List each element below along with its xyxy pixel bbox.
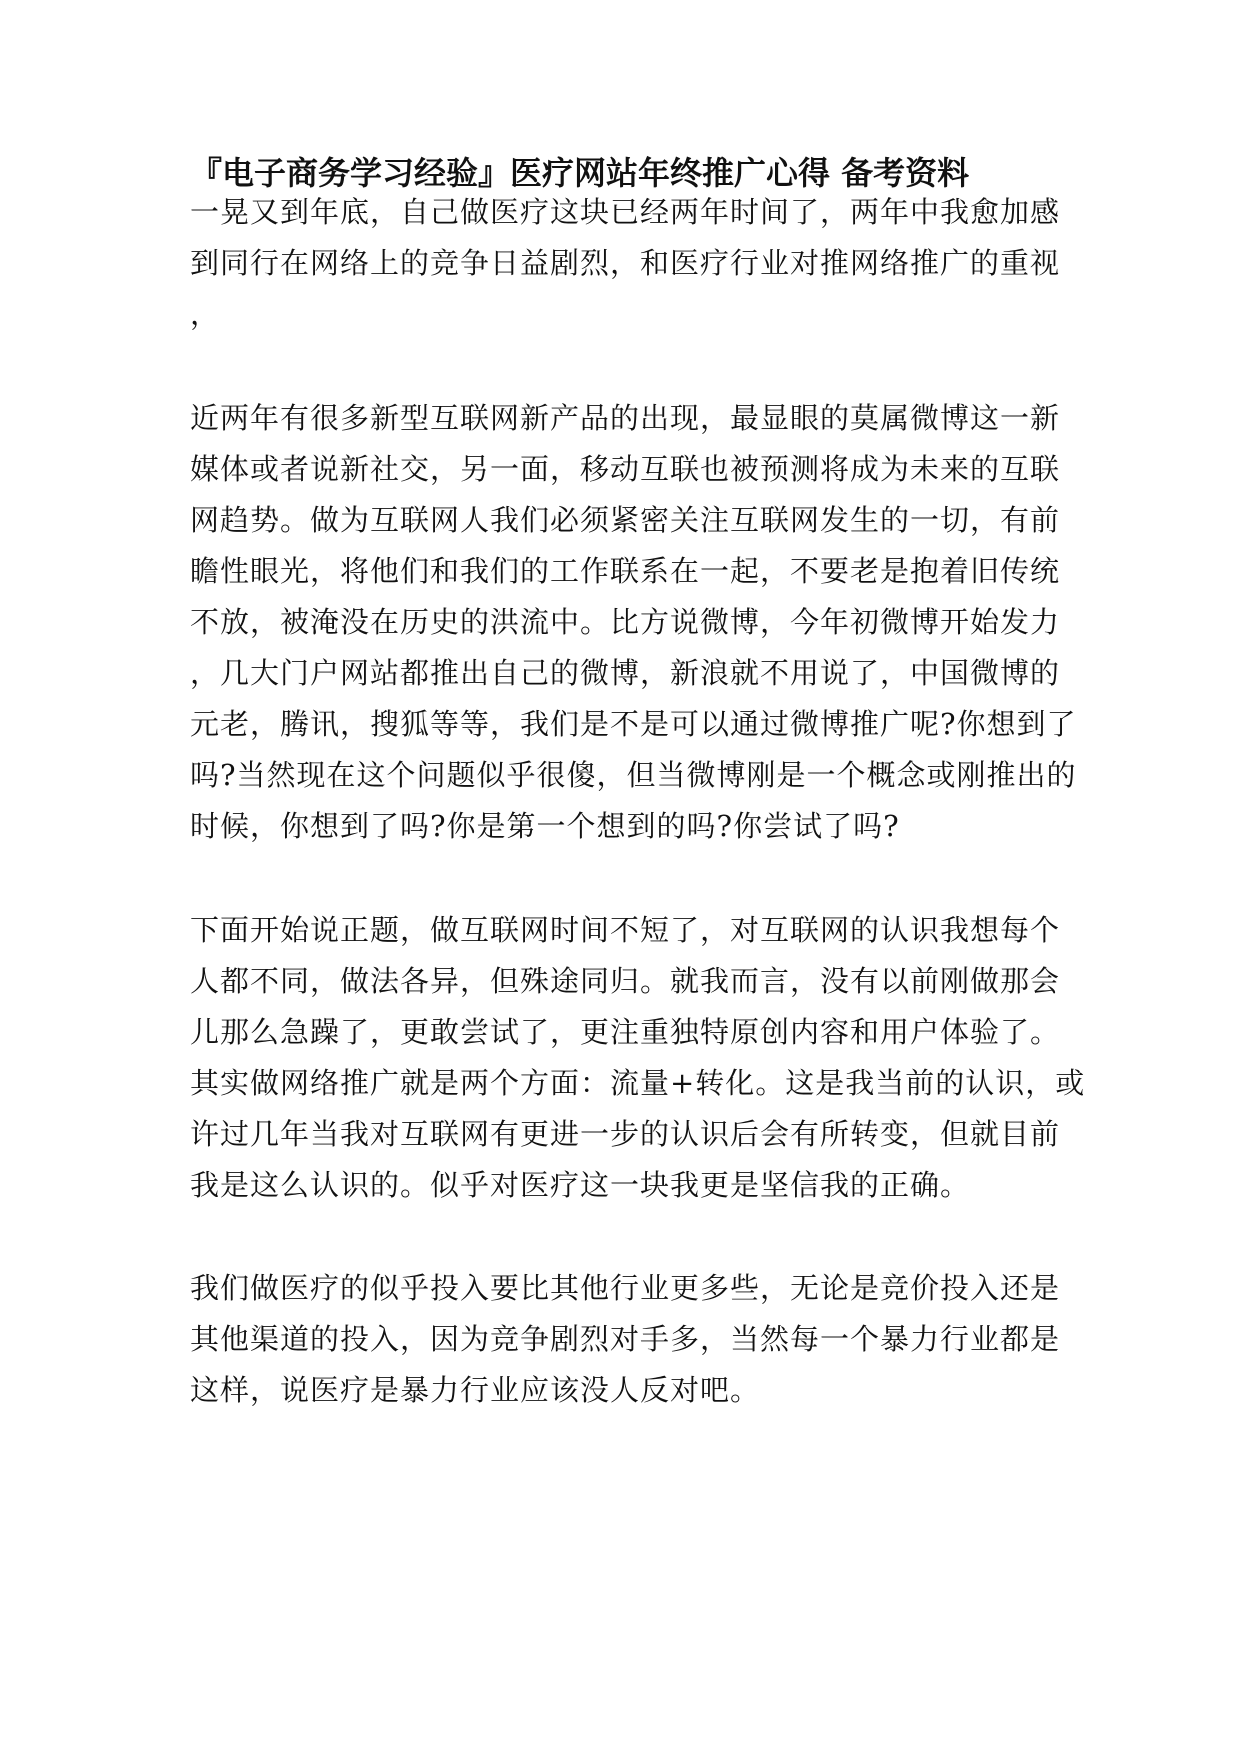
text-line: 媒体或者说新社交，另一面，移动互联也被预测将成为未来的互联 [190, 452, 1061, 486]
text-line: 人都不同，做法各异，但殊途同归。就我而言，没有以前刚做那会 [190, 964, 1061, 998]
text-line: ， [190, 297, 221, 331]
text-line: 我是这么认识的。似乎对医疗这一块我更是坚信我的正确。 [190, 1168, 971, 1202]
text-line: 我们做医疗的似乎投入要比其他行业更多些，无论是竞价投入还是 [190, 1271, 1061, 1305]
text-line: 儿那么急躁了，更敢尝试了，更注重独特原创内容和用户体验了。 [190, 1015, 1061, 1049]
text-line: 网趋势。做为互联网人我们必须紧密关注互联网发生的一切，有前 [190, 503, 1061, 537]
text-line: 许过几年当我对互联网有更进一步的认识后会有所转变，但就目前 [190, 1117, 1061, 1151]
text-line: 到同行在网络上的竞争日益剧烈，和医疗行业对推网络推广的重视 [190, 246, 1061, 280]
text-line: 下面开始说正题，做互联网时间不短了，对互联网的认识我想每个 [190, 913, 1061, 947]
text-line: 其实做网络推广就是两个方面：流量+转化。这是我当前的认识，或 [190, 1066, 1086, 1100]
text-line: 其他渠道的投入，因为竞争剧烈对手多，当然每一个暴力行业都是 [190, 1322, 1061, 1356]
text-line: 不放，被淹没在历史的洪流中。比方说微博，今年初微博开始发力 [190, 605, 1061, 639]
text-line: 吗?当然现在这个问题似乎很傻，但当微博刚是一个概念或刚推出的 [190, 758, 1077, 792]
text-line: 时候，你想到了吗?你是第一个想到的吗?你尝试了吗? [190, 809, 900, 843]
text-line: ，几大门户网站都推出自己的微博，新浪就不用说了，中国微博的 [190, 656, 1061, 690]
text-line: 一晃又到年底，自己做医疗这块已经两年时间了，两年中我愈加感 [190, 195, 1061, 229]
text-line: 近两年有很多新型互联网新产品的出现，最显眼的莫属微博这一新 [190, 401, 1061, 435]
document-title: 『电子商务学习经验』医疗网站年终推广心得 备考资料 [190, 154, 970, 192]
text-line: 元老，腾讯，搜狐等等，我们是不是可以通过微博推广呢?你想到了 [190, 707, 1077, 741]
text-line: 瞻性眼光，将他们和我们的工作联系在一起，不要老是抱着旧传统 [190, 554, 1061, 588]
text-line: 这样，说医疗是暴力行业应该没人反对吧。 [190, 1373, 761, 1407]
